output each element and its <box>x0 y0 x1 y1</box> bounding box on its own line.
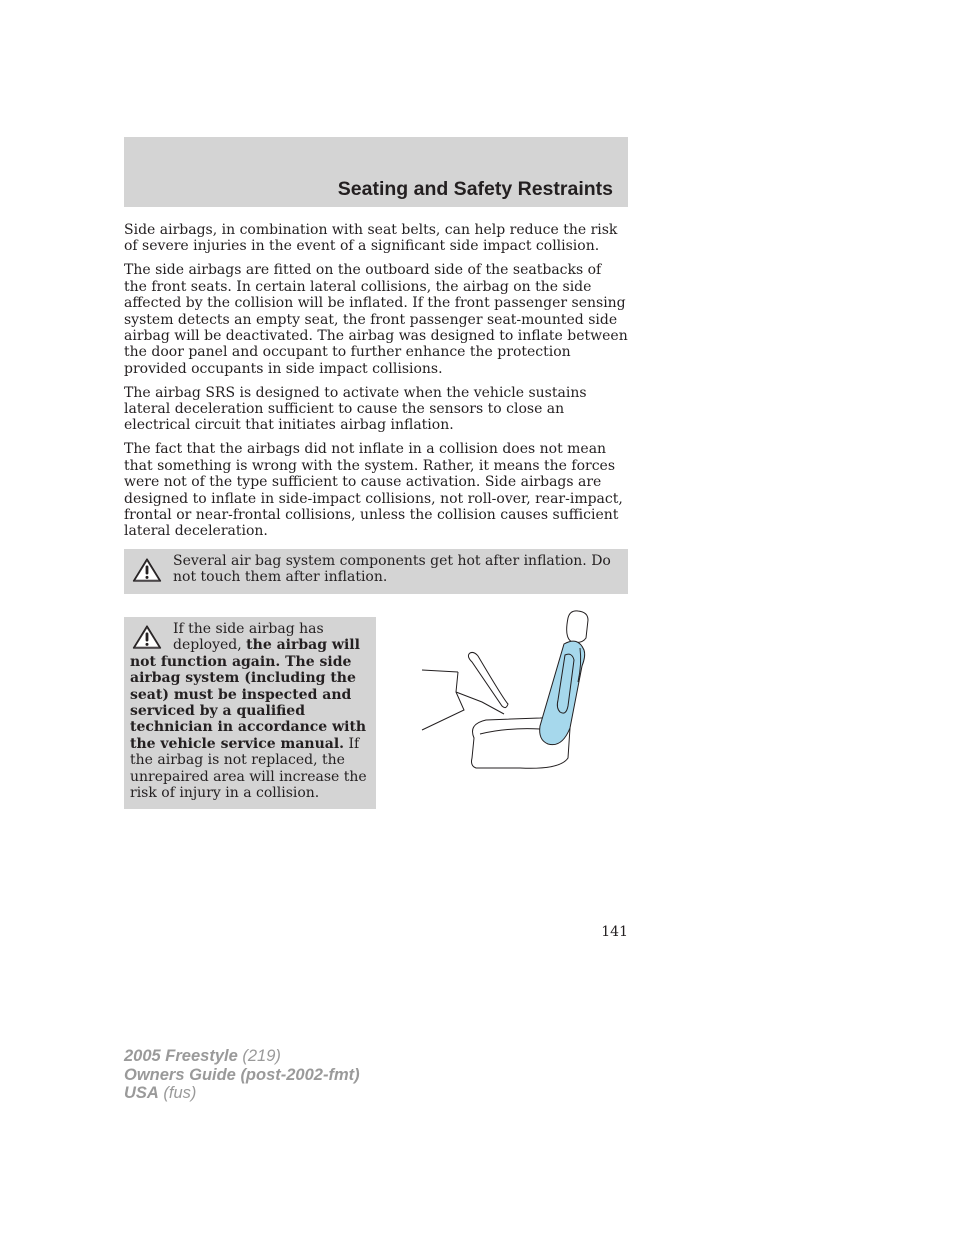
warning-box-airbag-deployed <box>124 617 376 809</box>
footer-model-code: (219) <box>237 1047 281 1065</box>
paragraph: The side airbags are fitted on the outboard side of the seatbacks of the front seats. In certain lateral collisions, the airbag on the side affected by the collision will be inflated. If the front passenger sensing system detects an empty seat, the front passenger seat-mounted side airbag will be deactivated. The airbag was designed to inflate between the door panel and occupant to further enhance the protection provided occupants in side impact collisions. <box>124 262 628 377</box>
warning-text-emphasis: the airbag will not function again. The side airbag system (including the seat) must be inspected and serviced by a qualified technician in accordance with the vehicle service manual. <box>130 637 367 752</box>
footer-model: 2005 Freestyle <box>124 1047 238 1065</box>
paragraph: The fact that the airbags did not inflate in a collision does not mean that something is wrong with the system. Rather, it means the forces were not of the type sufficient to cause activation. Side airbags are designed to inflate in side-impact collisions, not roll-over, rear-impact, frontal or near-frontal collisions, unless the collision causes sufficient lateral deceleration. <box>124 441 623 540</box>
page-number: 141 <box>601 924 628 940</box>
paragraph: Side airbags, in combination with seat belts, can help reduce the risk of severe injuries in the event of a significant side impact collision. <box>124 222 618 255</box>
section-header-bar <box>124 137 628 207</box>
footer-market-code: (fus) <box>158 1084 197 1102</box>
warning-text-outro: If the airbag is not replaced, the unrepaired area will increase the risk of injury in a collision. <box>130 735 367 802</box>
footer <box>124 1047 360 1103</box>
warning-triangle-icon <box>132 557 162 587</box>
warning-box-hot-components <box>124 549 628 594</box>
warning-text-intro: If the side airbag has deployed, <box>173 621 324 654</box>
footer-market-line <box>124 1084 360 1103</box>
warning-text: Several air bag system components get hot after inflation. Do not touch them after inflation. <box>173 553 611 586</box>
footer-guide: Owners Guide (post-2002-fmt) <box>124 1065 360 1084</box>
paragraph: The airbag SRS is designed to activate when the vehicle sustains lateral deceleration sufficient to cause the sensors to close an electrical circuit that initiates airbag inflation. <box>124 384 587 434</box>
section-title: Seating and Safety Restraints <box>337 178 613 200</box>
warning-text <box>130 621 372 801</box>
seat-side-airbag-illustration <box>420 608 620 778</box>
body-text <box>124 222 628 547</box>
footer-market: USA <box>124 1084 159 1102</box>
footer-model-line <box>124 1047 360 1066</box>
footer-guide-line <box>124 1066 360 1085</box>
